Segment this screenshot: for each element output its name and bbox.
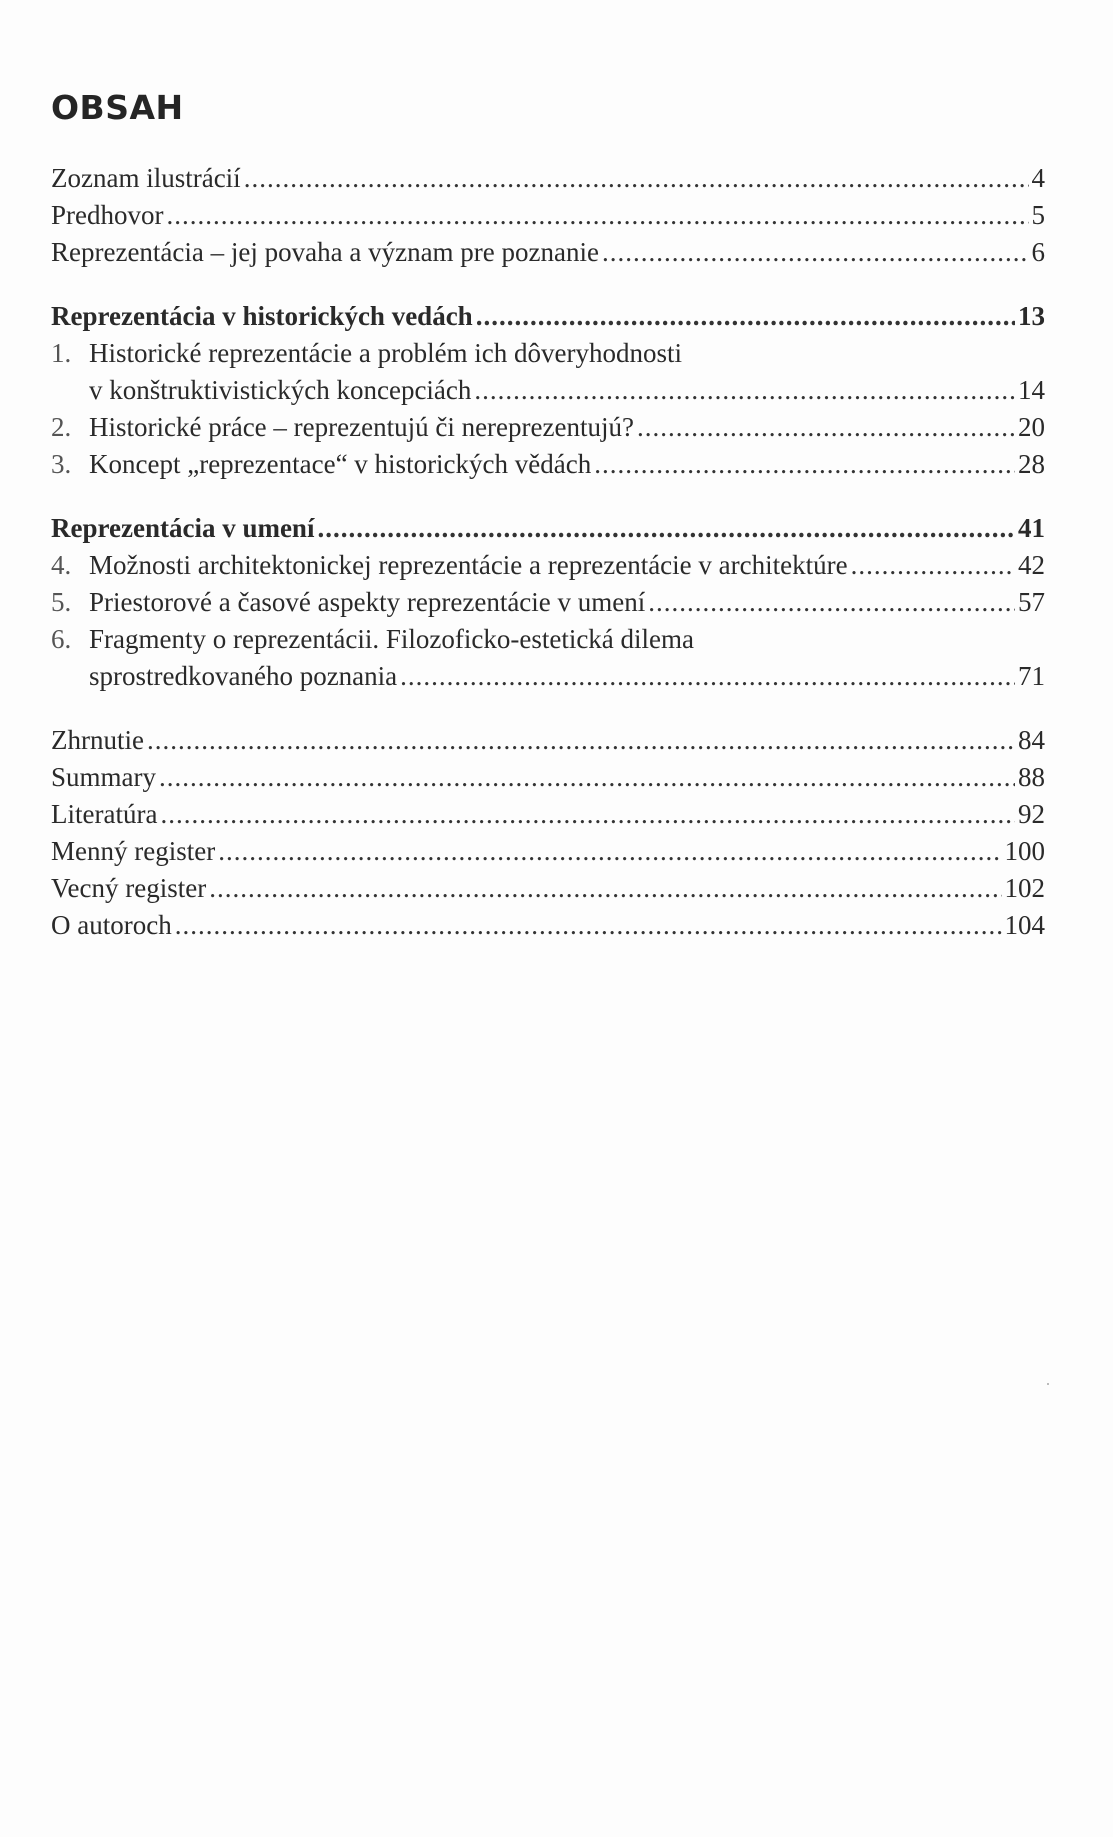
entry-title: Reprezentácia v historických vedách <box>51 301 473 331</box>
dot-leader <box>218 833 1001 870</box>
page-number: 57 <box>1018 587 1045 617</box>
toc-entry-continuation <box>51 658 1045 695</box>
entry-title: Historické práce – reprezentujú či nereprezentujú? <box>89 412 634 442</box>
chapter-number: 4. <box>51 550 72 580</box>
entry-title: Predhovor <box>51 200 164 230</box>
entry-title: Menný register <box>51 836 216 866</box>
page-number: 92 <box>1018 799 1045 829</box>
dot-leader <box>175 907 1002 944</box>
toc-section-entry <box>51 510 1045 547</box>
entry-title: Reprezentácia v umení <box>51 513 315 543</box>
entry-title-continuation: sprostredkovaného poznania <box>89 661 398 691</box>
dot-leader <box>400 658 1015 695</box>
toc-group <box>51 722 1045 944</box>
dot-leader <box>159 759 1015 796</box>
page-number: 14 <box>1018 375 1045 405</box>
toc-entry <box>51 160 1045 197</box>
entry-title: Summary <box>51 762 156 792</box>
toc-group <box>51 298 1045 483</box>
chapter-number: 5. <box>51 587 72 617</box>
page-number: 42 <box>1018 550 1045 580</box>
scan-speck <box>1047 1383 1049 1385</box>
entry-title: Zhrnutie <box>51 725 144 755</box>
entry-title: Koncept „reprezentace“ v historických vědách <box>89 449 592 479</box>
chapter-number: 2. <box>51 412 72 442</box>
toc-entry <box>51 833 1045 870</box>
entry-title: Reprezentácia – jej povaha a význam pre poznanie <box>51 237 599 267</box>
toc-entry <box>51 722 1045 759</box>
toc-group <box>51 510 1045 695</box>
toc-entry <box>51 197 1045 234</box>
dot-leader <box>209 870 1001 907</box>
entry-title: Vecný register <box>51 873 207 903</box>
page-number: 100 <box>1004 836 1045 866</box>
toc-entry <box>51 584 1045 621</box>
entry-title: Možnosti architektonickej reprezentácie a reprezentácie v architektúre <box>89 550 848 580</box>
toc-entry-continuation <box>51 372 1045 409</box>
dot-leader <box>147 722 1015 759</box>
page-number: 102 <box>1004 873 1045 903</box>
chapter-number: 3. <box>51 449 72 479</box>
dot-leader <box>594 446 1015 483</box>
page-number: 5 <box>1031 200 1045 230</box>
toc-entry <box>51 759 1045 796</box>
page-number: 28 <box>1018 449 1045 479</box>
dot-leader <box>637 409 1015 446</box>
page-number: 84 <box>1018 725 1045 755</box>
chapter-number: 1. <box>51 338 72 368</box>
entry-title: Literatúra <box>51 799 158 829</box>
page-number: 88 <box>1018 762 1045 792</box>
page-number: 13 <box>1018 301 1045 331</box>
entry-title: O autoroch <box>51 910 172 940</box>
entry-title-continuation: v konštruktivistických koncepciách <box>89 375 472 405</box>
toc-entry <box>51 335 1045 372</box>
dot-leader <box>851 547 1015 584</box>
dot-leader <box>166 197 1028 234</box>
toc-entry <box>51 621 1045 658</box>
toc-entry <box>51 870 1045 907</box>
page-number: 6 <box>1031 237 1045 267</box>
toc-entry <box>51 409 1045 446</box>
toc-entry <box>51 234 1045 271</box>
page-number: 4 <box>1031 163 1045 193</box>
toc-entry <box>51 907 1045 944</box>
chapter-number: 6. <box>51 624 72 654</box>
toc-entry <box>51 547 1045 584</box>
page-number: 71 <box>1018 661 1045 691</box>
table-of-contents <box>51 160 1045 944</box>
toc-section-entry <box>51 298 1045 335</box>
toc-entry <box>51 796 1045 833</box>
toc-heading: OBSAH <box>51 88 184 127</box>
page-number: 104 <box>1004 910 1045 940</box>
dot-leader <box>648 584 1015 621</box>
dot-leader <box>244 160 1029 197</box>
entry-title: Zoznam ilustrácií <box>51 163 241 193</box>
toc-entry <box>51 446 1045 483</box>
page-number: 20 <box>1018 412 1045 442</box>
dot-leader <box>160 796 1015 833</box>
entry-title: Priestorové a časové aspekty reprezentácie v umení <box>89 587 646 617</box>
toc-group <box>51 160 1045 271</box>
dot-leader <box>317 510 1015 547</box>
page-number: 41 <box>1018 513 1045 543</box>
dot-leader <box>474 372 1015 409</box>
dot-leader <box>476 298 1015 335</box>
entry-title: Fragmenty o reprezentácii. Filozoficko-estetická dilema <box>89 624 695 654</box>
entry-title: Historické reprezentácie a problém ich dôveryhodnosti <box>89 338 683 368</box>
dot-leader <box>602 234 1029 271</box>
